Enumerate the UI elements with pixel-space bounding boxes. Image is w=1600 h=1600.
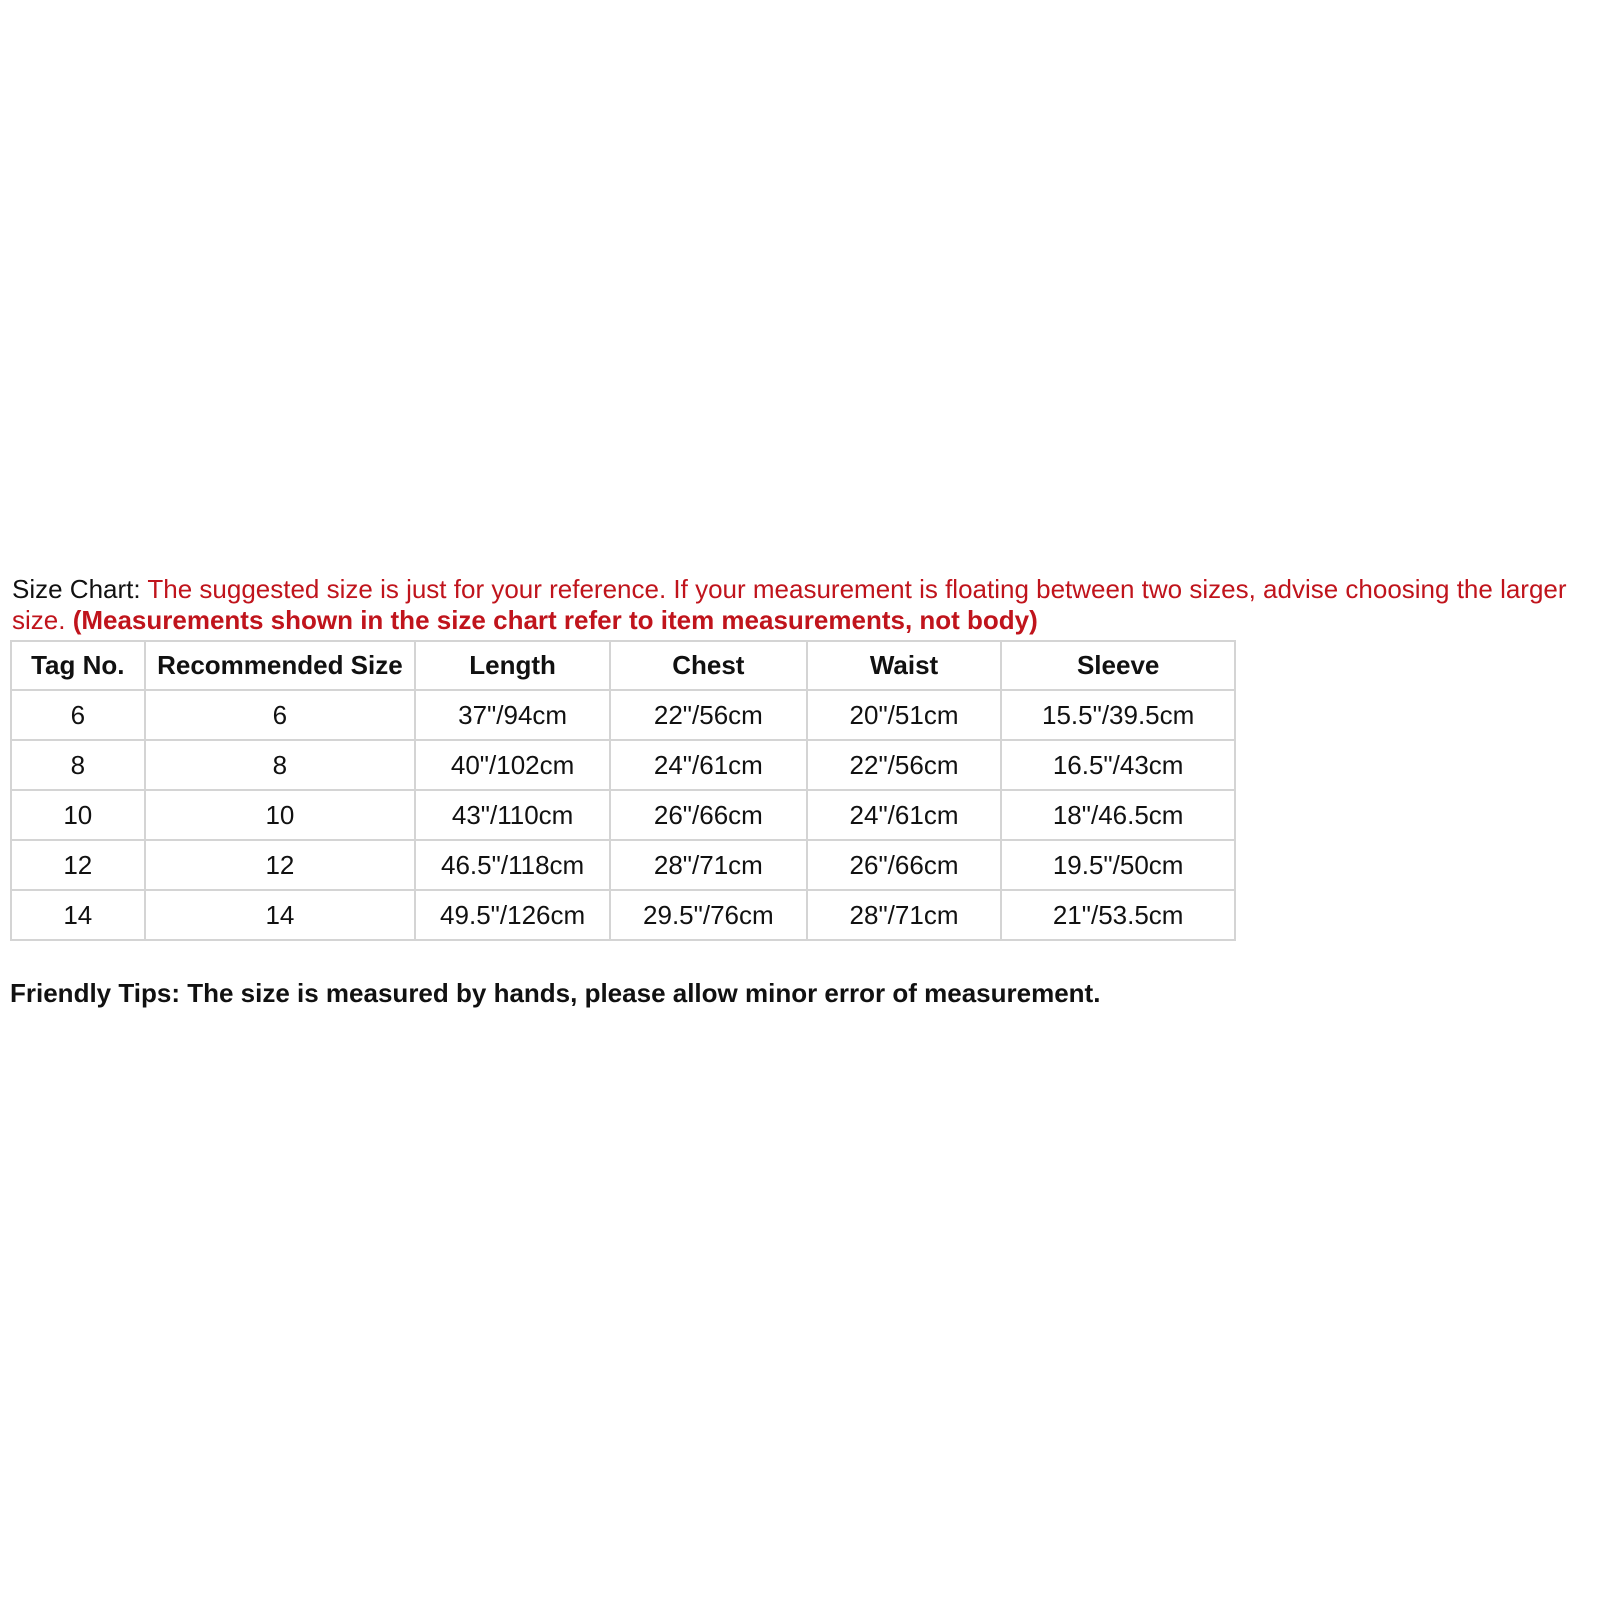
cell-tag-no: 14 [11, 890, 145, 940]
header-recommended-size: Recommended Size [145, 641, 416, 690]
cell-waist: 24"/61cm [807, 790, 1002, 840]
header-length: Length [415, 641, 610, 690]
cell-sleeve: 19.5"/50cm [1001, 840, 1235, 890]
cell-waist: 22"/56cm [807, 740, 1002, 790]
size-table-header-row [11, 641, 1235, 690]
cell-recommended-size: 6 [145, 690, 416, 740]
size-chart-section [10, 574, 1595, 941]
cell-waist: 20"/51cm [807, 690, 1002, 740]
header-waist: Waist [807, 641, 1002, 690]
size-chart-label: Size Chart [12, 574, 134, 604]
cell-waist: 26"/66cm [807, 840, 1002, 890]
cell-chest: 29.5"/76cm [610, 890, 807, 940]
header-chest: Chest [610, 641, 807, 690]
cell-tag-no: 12 [11, 840, 145, 890]
cell-length: 40"/102cm [415, 740, 610, 790]
table-row [11, 790, 1235, 840]
size-table [10, 640, 1236, 941]
cell-length: 46.5"/118cm [415, 840, 610, 890]
cell-chest: 24"/61cm [610, 740, 807, 790]
cell-sleeve: 16.5"/43cm [1001, 740, 1235, 790]
cell-tag-no: 8 [11, 740, 145, 790]
size-chart-intro [10, 574, 1595, 636]
cell-sleeve: 18"/46.5cm [1001, 790, 1235, 840]
size-chart-label-separator: : [133, 574, 141, 604]
cell-chest: 28"/71cm [610, 840, 807, 890]
cell-tag-no: 10 [11, 790, 145, 840]
friendly-tips: Friendly Tips: The size is measured by hands, please allow minor error of measurement. [10, 978, 1101, 1008]
header-sleeve: Sleeve [1001, 641, 1235, 690]
cell-length: 49.5"/126cm [415, 890, 610, 940]
table-row [11, 840, 1235, 890]
cell-recommended-size: 14 [145, 890, 416, 940]
cell-sleeve: 15.5"/39.5cm [1001, 690, 1235, 740]
cell-chest: 26"/66cm [610, 790, 807, 840]
header-tag-no: Tag No. [11, 641, 145, 690]
cell-chest: 22"/56cm [610, 690, 807, 740]
cell-tag-no: 6 [11, 690, 145, 740]
table-row [11, 690, 1235, 740]
cell-recommended-size: 10 [145, 790, 416, 840]
table-row [11, 740, 1235, 790]
cell-length: 37"/94cm [415, 690, 610, 740]
cell-recommended-size: 8 [145, 740, 416, 790]
cell-sleeve: 21"/53.5cm [1001, 890, 1235, 940]
cell-waist: 28"/71cm [807, 890, 1002, 940]
size-chart-emphasis: (Measurements shown in the size chart refer to item measurements, not body) [72, 605, 1038, 635]
size-chart-note: The suggested size is just for your reference. If your measurement is floating between two sizes, advise choosing the larger size. [12, 574, 1567, 635]
cell-length: 43"/110cm [415, 790, 610, 840]
table-row [11, 890, 1235, 940]
cell-recommended-size: 12 [145, 840, 416, 890]
